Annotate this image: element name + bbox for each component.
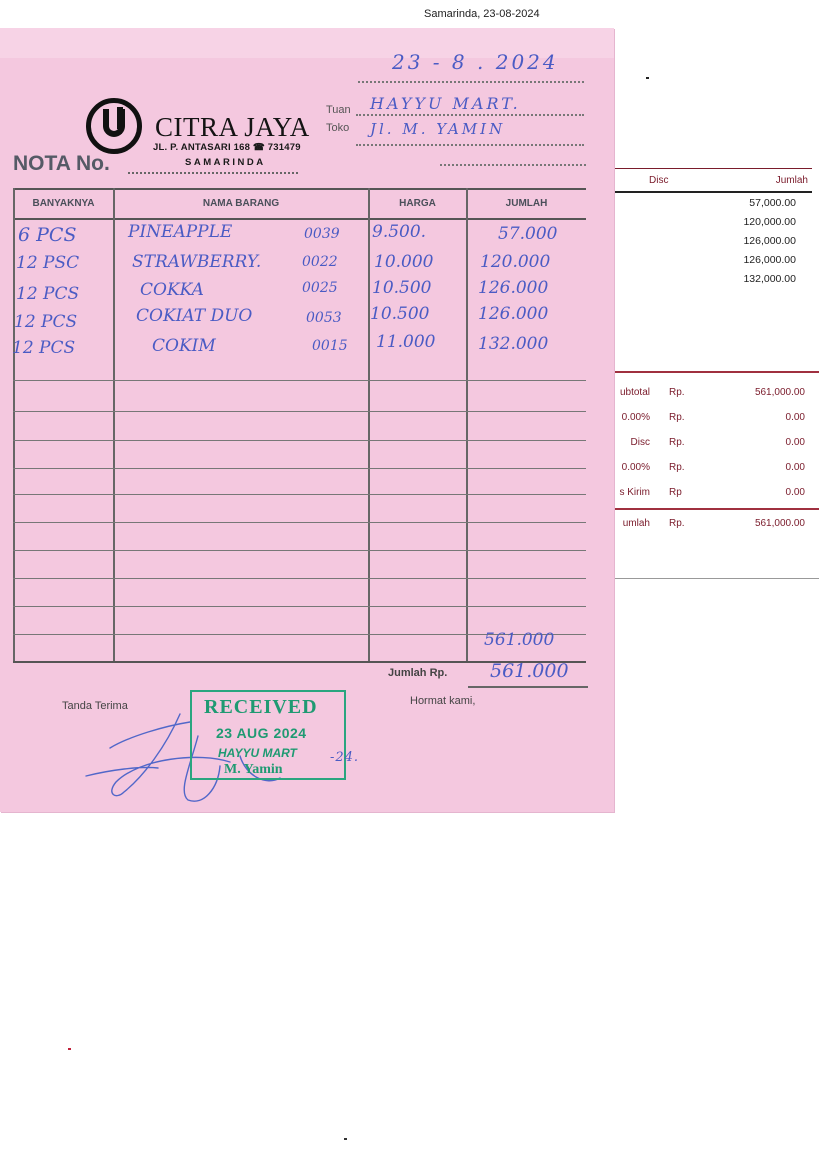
handwritten-stamp-note: -24.: [330, 750, 360, 765]
hormat-kami-label: Hormat kami,: [410, 695, 476, 707]
row-total: 126.000: [478, 304, 549, 324]
total-label: ubtotal: [619, 387, 650, 398]
handwritten-jumlah: 561.000: [490, 660, 569, 682]
row-item-name: COKIAT DUO: [136, 306, 253, 326]
header-name: NAMA BARANG: [202, 198, 280, 209]
row-qty: 6 PCS: [18, 224, 77, 246]
table-vline: [13, 188, 15, 662]
label-tuan: Tuan: [326, 104, 351, 116]
invoice-amount: 57,000.00: [749, 197, 796, 209]
row-qty: 12 PSC: [16, 253, 80, 273]
table-rowline: [13, 468, 586, 469]
row-price: 11.000: [376, 332, 436, 352]
currency: Rp.: [669, 412, 685, 423]
nota-sheet: [0, 28, 614, 812]
table-rowline: [13, 550, 586, 551]
stamp-store: HAYYU MART: [218, 746, 297, 760]
invoice-amount: 126,000.00: [743, 254, 796, 266]
currency: Rp.: [669, 518, 685, 529]
total-label: Disc: [630, 437, 650, 448]
row-item-code: 0039: [304, 226, 340, 242]
stamp-title: RECEIVED: [204, 696, 318, 718]
total-value: 561,000.00: [754, 387, 805, 398]
brand-name: CITRA JAYA: [155, 112, 310, 142]
store-address: JL. P. ANTASARI 168 ☎ 731479: [153, 142, 301, 153]
row-item-code: 0053: [306, 310, 342, 326]
table-vline: [368, 188, 370, 662]
table-rowline: [13, 380, 586, 381]
row-item-name: PINEAPPLE: [128, 222, 233, 242]
total-value: 0.00: [785, 462, 805, 473]
currency: Rp.: [669, 462, 685, 473]
row-item-code: 0022: [302, 254, 338, 270]
header-total: JUMLAH: [505, 198, 548, 209]
row-total: 126.000: [478, 278, 549, 298]
scan-speck: [646, 77, 649, 79]
invoice-amount: 120,000.00: [743, 216, 796, 228]
invoice-date: Samarinda, 23-08-2024: [424, 8, 540, 20]
nota-number-line: [128, 172, 298, 174]
table-vline: [113, 188, 115, 662]
extra-line: [440, 164, 586, 166]
handwritten-date: 23 - 8 . 2024: [392, 50, 559, 74]
table-rowline: [13, 578, 586, 579]
row-price: 9.500.: [372, 222, 427, 242]
header-price: HARGA: [399, 198, 436, 209]
row-item-name: STRAWBERRY.: [132, 252, 262, 272]
row-qty: 12 PCS: [16, 284, 80, 304]
tanda-terima-label: Tanda Terima: [62, 700, 128, 712]
total-label: 0.00%: [621, 412, 650, 423]
currency: Rp.: [669, 437, 685, 448]
date-line: [358, 81, 584, 83]
table-rowline: [13, 494, 586, 495]
invoice-amount: 126,000.00: [743, 235, 796, 247]
total-value: 561,000.00: [754, 518, 805, 529]
citra-jaya-logo-icon: [86, 98, 142, 154]
row-item-name: COKIM: [152, 336, 216, 356]
table-rowline: [13, 606, 586, 607]
stamp-name: M. Yamin: [224, 762, 283, 777]
handwritten-subtotal: 561.000: [484, 630, 555, 650]
row-item-code: 0015: [312, 338, 348, 354]
invoice-amount: 132,000.00: [743, 273, 796, 285]
row-total: 132.000: [478, 334, 549, 354]
received-stamp: [190, 690, 346, 780]
sum-line: [468, 686, 588, 688]
col-disc: Disc: [649, 175, 669, 186]
handwritten-customer: HAYYU MART.: [370, 94, 521, 113]
tuan-line: [356, 114, 584, 116]
total-label: s Kirim: [619, 487, 650, 498]
col-jumlah: Jumlah: [775, 175, 808, 186]
nota-number-label: NOTA No.: [13, 152, 110, 175]
total-value: 0.00: [785, 487, 805, 498]
row-price: 10.500: [370, 304, 430, 324]
row-price: 10.500: [372, 278, 432, 298]
total-value: 0.00: [785, 437, 805, 448]
table-rowline: [13, 522, 586, 523]
jumlah-label: Jumlah Rp.: [388, 667, 448, 679]
scan-speck: [344, 1138, 347, 1140]
store-city: SAMARINDA: [185, 157, 266, 168]
total-label: umlah: [622, 518, 650, 529]
row-item-code: 0025: [302, 280, 338, 296]
scan-speck: [68, 1048, 71, 1050]
row-total: 120.000: [480, 252, 551, 272]
total-label: 0.00%: [621, 462, 650, 473]
stamp-date: 23 AUG 2024: [216, 725, 307, 741]
table-header-border: [13, 218, 586, 220]
row-total: 57.000: [498, 224, 558, 244]
table-vline: [466, 188, 468, 662]
currency: Rp.: [669, 387, 685, 398]
row-qty: 12 PCS: [14, 312, 78, 332]
row-price: 10.000: [374, 252, 434, 272]
toko-line: [356, 144, 584, 146]
header-qty: BANYAKNYA: [32, 198, 95, 209]
handwritten-address: Jl. M. YAMIN: [370, 120, 506, 138]
table-rowline: [13, 440, 586, 441]
table-rowline: [13, 411, 586, 412]
row-item-name: COKKA: [140, 280, 204, 300]
total-value: 0.00: [785, 412, 805, 423]
label-toko: Toko: [326, 122, 350, 134]
row-qty: 12 PCS: [12, 338, 76, 358]
table-top-border: [13, 188, 586, 190]
currency: Rp: [669, 487, 682, 498]
